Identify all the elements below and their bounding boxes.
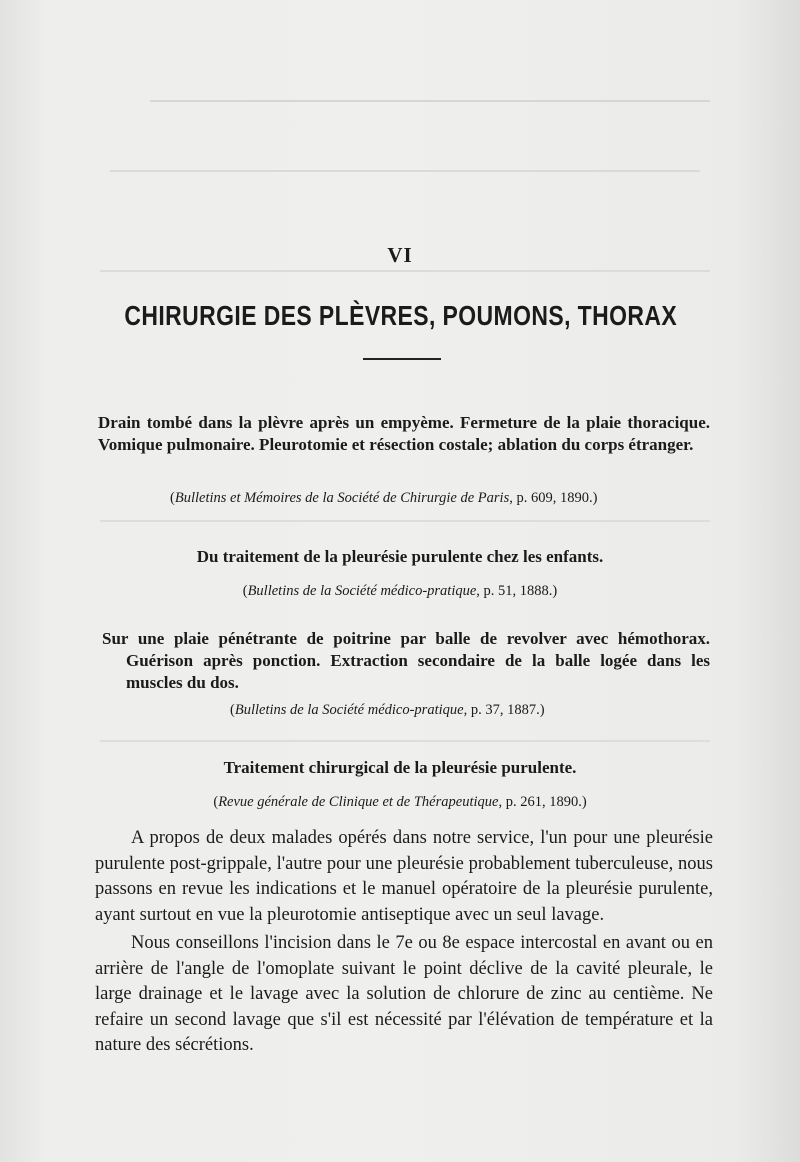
body-text [95, 826, 713, 1059]
entry-source: (Revue générale de Clinique et de Thérapeutique, p. 261, 1890.) [213, 794, 587, 810]
show-through-texture [150, 100, 710, 102]
entry-title: Traitement chirurgical de la pleurésie purulente. [223, 758, 577, 777]
section-number: VI [387, 243, 413, 267]
entry-source: (Bulletins de la Société médico-pratique, p. 37, 1887.) [230, 702, 545, 718]
journal-name: Bulletins de la Société médico-pratique [234, 702, 464, 718]
body-paragraph: Nous conseillons l'incision dans le 7e ou 8e espace intercostal en avant ou en arrière de l'angle de l'omoplate suivant le point déclive de la cavité pleurale, le large drainage et le lavage avec la solution de chlorure de zinc au centième. Ne refaire un second lavage que s'il est nécessité par l'élévation de température et la nature des sécrétions. [95, 933, 713, 1055]
entry-title: Sur une plaie pénétrante de poitrine par balle de revolver avec hémothorax. Guérison après ponction. Extraction secondaire de la balle logée dans les muscles du dos. [102, 629, 710, 692]
show-through-texture [100, 270, 710, 272]
show-through-texture [110, 170, 700, 172]
title-rule [363, 358, 441, 360]
show-through-texture [100, 520, 710, 522]
journal-name: Bulletins de la Société médico-pratique [247, 583, 477, 599]
journal-name: Bulletins et Mémoires de la Société de Chirurgie de Paris [174, 490, 510, 506]
entry-source: (Bulletins de la Société médico-pratique, p. 51, 1888.) [242, 583, 558, 599]
body-paragraph: A propos de deux malades opérés dans notre service, l'un pour une pleurésie purulente post-grippale, l'autre pour une pleurésie probablement tuberculeuse, nous passons en revue les indications et le manuel opératoire de la pleurésie purulente, ayant surtout en vue la pleurotomie antiseptique avec un seul lavage. [95, 828, 713, 925]
entry-source: (Bulletins et Mémoires de la Société de Chirurgie de Paris, p. 609, 1890.) [170, 490, 598, 506]
entry-title: Drain tombé dans la plèvre après un empyème. Fermeture de la plaie thoracique. Vomique pulmonaire. Pleurotomie et résection costale; ablation du corps étranger. [98, 413, 710, 454]
journal-name: Revue générale de Clinique et de Thérapeutique [218, 794, 499, 810]
section-title: CHIRURGIE DES PLÈVRES, POUMONS, THORAX [124, 300, 678, 331]
entry-title: Du traitement de la pleurésie purulente chez les enfants. [196, 547, 604, 566]
show-through-texture [100, 740, 710, 742]
